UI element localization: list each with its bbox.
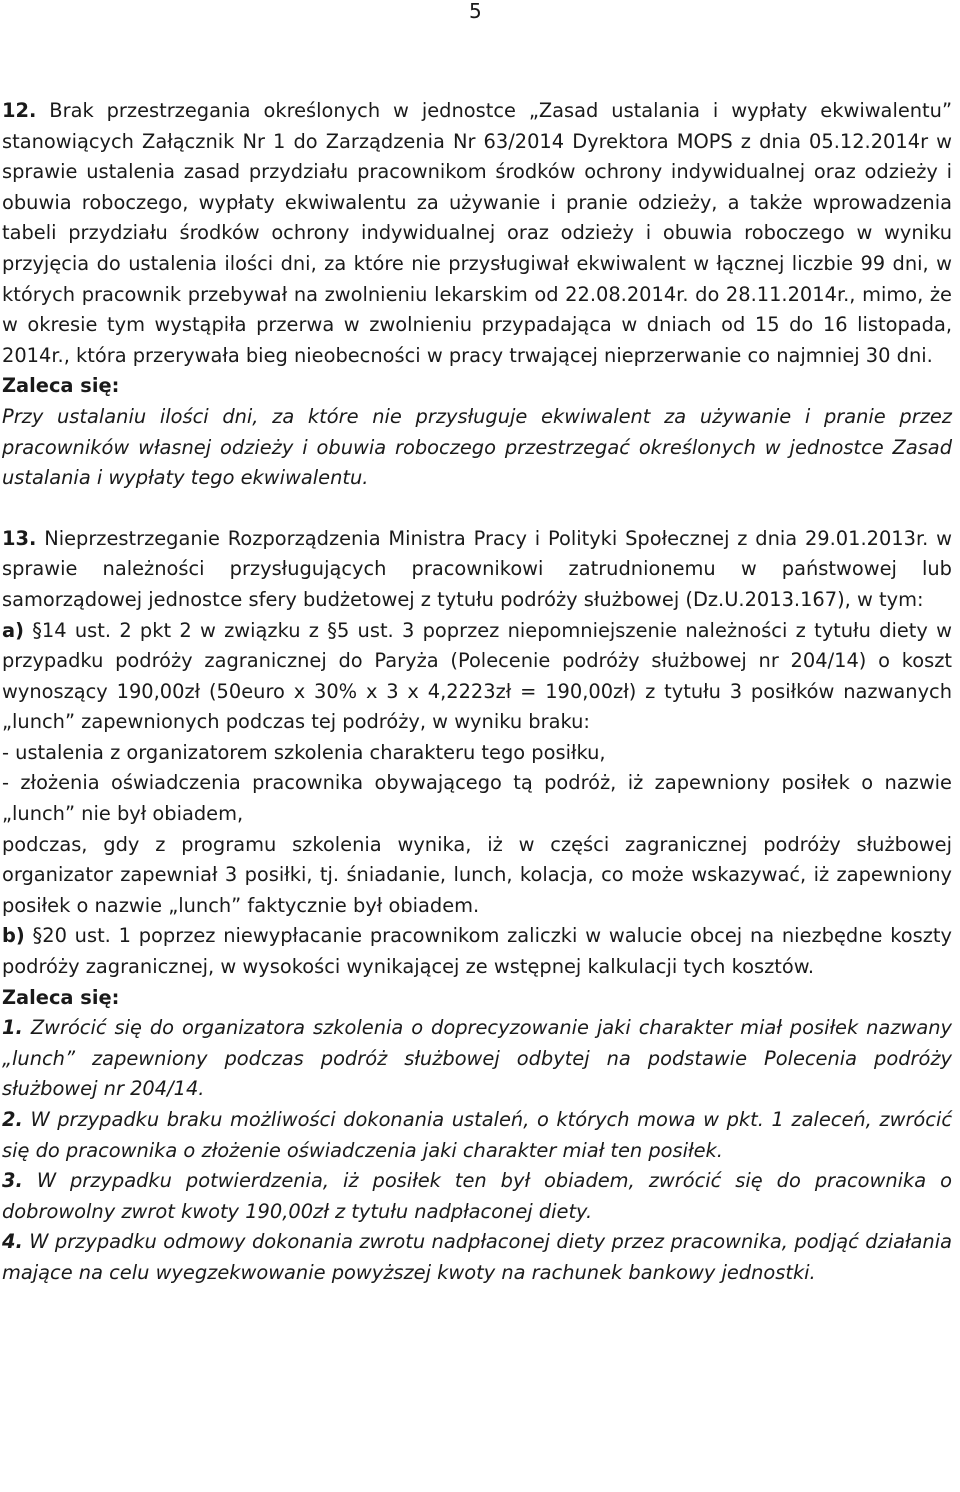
recommendation-text: W przypadku potwierdzenia, iż posiłek ten był obiadem, zwrócić się do pracownika o dobrowolny zwrot kwoty 190,00zł z tytułu nadpłaconej diety. bbox=[2, 1169, 952, 1223]
recommendation-item bbox=[2, 1105, 952, 1166]
item-a-text: §14 ust. 2 pkt 2 w związku z §5 ust. 3 poprzez niepomniejszenie należności z tytułu diety w przypadku podróży zagranicznej do Paryża (Polecenie podróży służbowej nr 204/14) o koszt wynoszący 190,00zł (50euro x 30% x 3 x 4,2223zł = 190,00zł) z tytułu 3 posiłków nazwanych „lunch” zapewnionych podczas tej podróży, w wyniku braku: bbox=[2, 618, 952, 734]
section-12-text: Brak przestrzegania określonych w jednostce „Zasad ustalania i wypłaty ekwiwalentu” stanowiących Załącznik Nr 1 do Zarządzenia Nr 63/2014 Dyrektora MOPS z dnia 05.12.2014r w sprawie ustalenia zasad przydziału pracownikom środków ochrony indywidualnej oraz odzieży i obuwia roboczego, wypłaty ekwiwalentu za używanie i pranie odzieży, a także wprowadzenia tabeli przydziału środków ochrony indywidualnej oraz odzieży i obuwia roboczego w wyniku przyjęcia do ustalenia ilości dni, za które nie przysługiwał ekwiwalent w łącznej liczbie 99 dni, w których pracownik przebywał na zwolnieniu lekarskim od 22.08.2014r. do 28.11.2014r., mimo, że w okresie tym wystąpiła przerwa w zwolnieniu przypadająca w dniach od 15 do 16 listopada, 2014r., która przerywała bieg nieobecności w pracy trwającej nieprzerwanie co najmniej 30 dni. bbox=[2, 99, 952, 367]
section-13-text: Nieprzestrzeganie Rozporządzenia Ministra Pracy i Polityki Społecznej z dnia 29.01.2013r. w sprawie należności przysługujących pracownikowi zatrudnionemu w państwowej lub samorządowej jednostce sfery budżetowej z tytułu podróży służbowej (Dz.U.2013.167), w tym: bbox=[2, 526, 953, 611]
recommendation-item bbox=[2, 1166, 952, 1227]
recommendation-text: W przypadku braku możliwości dokonania ustaleń, o których mowa w pkt. 1 zaleceń, zwrócić się do pracownika o złożenie oświadczenia jaki charakter miał ten posiłek. bbox=[2, 1108, 952, 1162]
section-13-item-b bbox=[2, 921, 952, 982]
recommendation-number: 1. bbox=[2, 1016, 23, 1040]
page-number: 5 bbox=[469, 0, 482, 23]
section-12-paragraph bbox=[2, 96, 952, 371]
section-13-item-a bbox=[2, 616, 952, 738]
recommendation-number: 4. bbox=[2, 1230, 23, 1254]
item-a-tail: podczas, gdy z programu szkolenia wynika, iż w części zagranicznej podróży służbowej organizator zapewniał 3 posiłki, tj. śniadanie, lunch, kolacja, co może wskazywać, iż zapewniony posiłek o nazwie „lunch” faktycznie był obiadem. bbox=[2, 832, 952, 917]
recommendation-number: 3. bbox=[2, 1169, 23, 1193]
item-a-dash-1: - ustalenia z organizatorem szkolenia charakteru tego posiłku, bbox=[2, 740, 606, 764]
section-12-number: 12. bbox=[2, 99, 37, 122]
recommendation-text: W przypadku odmowy dokonania zwrotu nadpłaconej diety przez pracownika, podjąć działania mające na celu wyegzekwowanie powyższej kwoty na rachunek bankowy jednostki. bbox=[2, 1230, 952, 1284]
recommend-label-text: Zaleca się: bbox=[2, 985, 120, 1009]
item-b-text: §20 ust. 1 poprzez niewypłacanie pracownikom zaliczki w walucie obcej na niezbędne koszty podróży zagranicznej, w wysokości wynikającej ze wstępnej kalkulacji tych kosztów. bbox=[2, 924, 952, 979]
recommendation-number: 2. bbox=[2, 1108, 23, 1131]
item-a-dash-2: - złożenia oświadczenia pracownika obywającego tą podróż, iż zapewniony posiłek o nazwie „lunch” nie był obiadem, bbox=[2, 771, 952, 826]
section-12-recommend-text: Przy ustalaniu ilości dni, za które nie przysługuje ekwiwalent za używanie i pranie przez pracowników własnej odzieży i obuwia roboczego przestrzegać określonych w jednostce Zasad ustalania i wypłaty tego ekwiwalentu. bbox=[2, 404, 952, 490]
recommend-label-text: Zaleca się: bbox=[2, 374, 120, 398]
item-b-label: b) bbox=[2, 924, 25, 948]
section-12-recommend-label bbox=[2, 371, 952, 402]
recommendation-item bbox=[2, 1013, 952, 1105]
recommendation-text: Zwrócić się do organizatora szkolenia o doprecyzowanie jaki charakter miał posiłek nazwany „lunch” zapewniony podczas podróż służbowej odbytej na podstawie Polecenia podróży służbowej nr 204/14. bbox=[2, 1016, 953, 1101]
section-13-number: 13. bbox=[2, 526, 37, 550]
section-13-paragraph bbox=[2, 524, 952, 616]
recommendation-item bbox=[2, 1227, 952, 1288]
section-13-recommend-label bbox=[2, 983, 952, 1014]
item-a-label: a) bbox=[2, 618, 24, 642]
document-body bbox=[2, 96, 952, 1289]
section-spacer bbox=[2, 494, 952, 524]
